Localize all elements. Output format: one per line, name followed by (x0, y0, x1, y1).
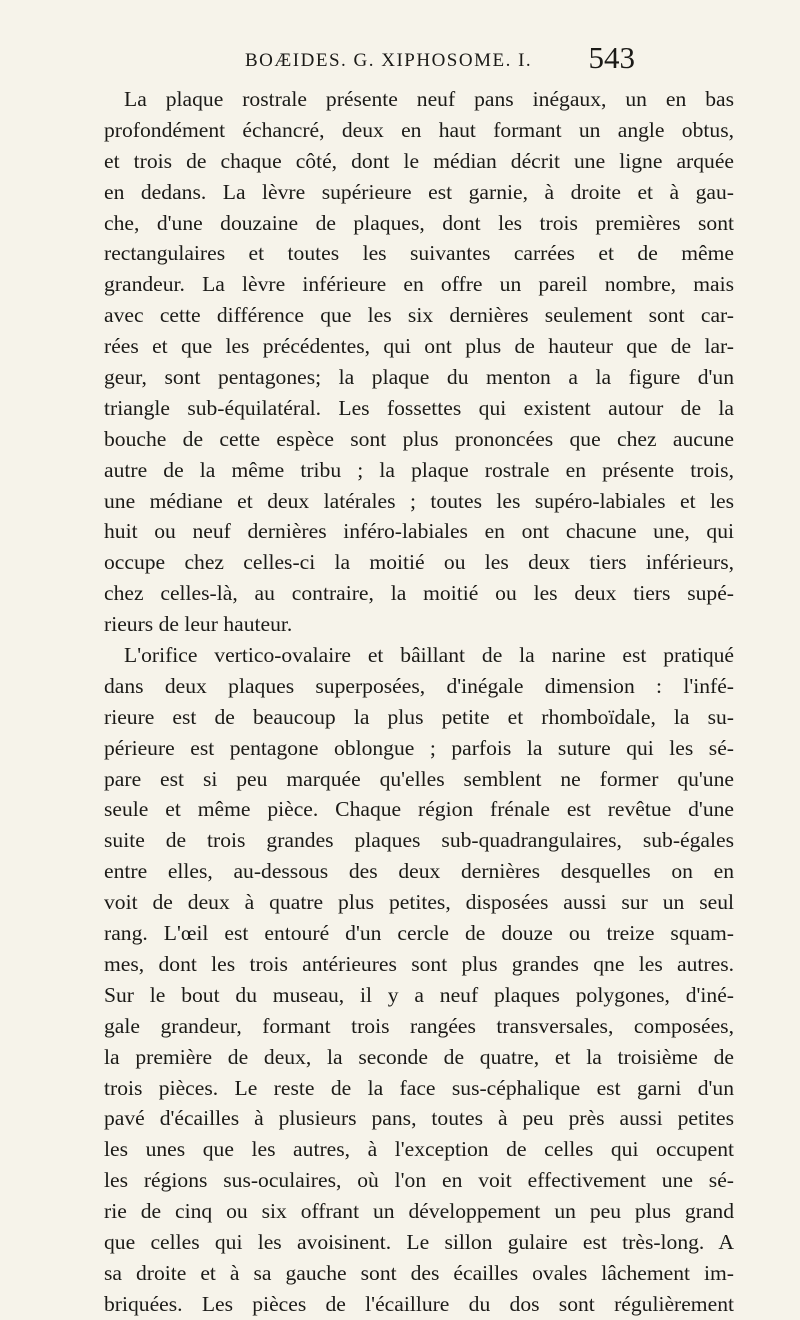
text-line: autre de la même tribu ; la plaque rostrale en présente trois, (104, 457, 734, 482)
text-line: bouche de cette espèce sont plus prononcées que chez aucune (104, 426, 734, 451)
body-text (104, 84, 734, 1320)
text-line: briquées. Les pièces de l'écaillure du dos sont régulièrement (104, 1291, 734, 1316)
text-line: chez celles-là, au contraire, la moitié ou les deux tiers supé- (104, 581, 734, 606)
text-line: que celles qui les avoisinent. Le sillon gulaire est très-long. A (104, 1229, 734, 1254)
text-line: pare est si peu marquée qu'elles semblent ne former qu'une (104, 766, 734, 791)
text-line: triangle sub-équilatéral. Les fossettes qui existent autour de la (104, 395, 734, 420)
text-line: occupe chez celles-ci la moitié ou les deux tiers inférieurs, (104, 550, 734, 575)
text-line: profondément échancré, deux en haut formant un angle obtus, (104, 117, 734, 142)
text-line: et trois de chaque côté, dont le médian décrit une ligne arquée (104, 148, 734, 173)
text-line: les régions sus-oculaires, où l'on en voit effectivement une sé- (104, 1168, 734, 1193)
text-line: une médiane et deux latérales ; toutes les supéro-labiales et les (104, 488, 734, 513)
text-line: entre elles, au-dessous des deux dernières desquelles on en (104, 859, 734, 884)
text-line: che, d'une douzaine de plaques, dont les trois premières sont (104, 210, 734, 235)
text-line: trois pièces. Le reste de la face sus-céphalique est garni d'un (104, 1075, 734, 1100)
text-line: périeure est pentagone oblongue ; parfois la suture qui les sé- (104, 735, 734, 760)
text-line: grandeur. La lèvre inférieure en offre un pareil nombre, mais (104, 272, 734, 297)
text-line: dans deux plaques superposées, d'inégale dimension : l'infé- (104, 673, 734, 698)
text-line: rang. L'œil est entouré d'un cercle de douze ou treize squam- (104, 921, 734, 946)
text-line: la première de deux, la seconde de quatre, et la troisième de (104, 1044, 734, 1069)
text-line: rieurs de leur hauteur. (104, 612, 293, 637)
text-line: sa droite et à sa gauche sont des écailles ovales lâchement im- (104, 1260, 734, 1285)
text-line: rieure est de beaucoup la plus petite et rhomboïdale, la su- (104, 704, 734, 729)
text-line: rées et que les précédentes, qui ont plus de hauteur que de lar- (104, 334, 734, 359)
text-line: pavé d'écailles à plusieurs pans, toutes à peu près aussi petites (104, 1106, 734, 1131)
running-title: BOÆIDES. G. XIPHOSOME. I. (245, 50, 533, 71)
text-line: voit de deux à quatre plus petites, disposées aussi sur un seul (104, 890, 734, 915)
text-line: mes, dont les trois antérieures sont plus grandes qne les autres. (104, 951, 734, 976)
text-line: les unes que les autres, à l'exception de celles qui occupent (104, 1137, 734, 1162)
text-line: suite de trois grandes plaques sub-quadrangulaires, sub-égales (104, 828, 734, 853)
text-line: La plaque rostrale présente neuf pans inégaux, un en bas (124, 87, 734, 111)
text-line: gale grandeur, formant trois rangées transversales, composées, (104, 1013, 734, 1038)
text-line: seule et même pièce. Chaque région frénale est revêtue d'une (104, 797, 734, 822)
text-line: avec cette différence que les six dernières seulement sont car- (104, 303, 734, 328)
text-line: Sur le bout du museau, il y a neuf plaques polygones, d'iné- (104, 982, 734, 1007)
running-head (245, 40, 635, 80)
text-line: rectangulaires et toutes les suivantes carrées et de même (104, 241, 734, 266)
text-line: L'orifice vertico-ovalaire et bâillant de la narine est pratiqué (124, 643, 734, 668)
text-line: geur, sont pentagones; la plaque du menton a la figure d'un (104, 365, 734, 390)
text-line: huit ou neuf dernières inféro-labiales en ont chacune une, qui (104, 519, 734, 544)
page-number: 543 (588, 40, 635, 75)
text-line: en dedans. La lèvre supérieure est garnie, à droite et à gau- (104, 179, 734, 204)
text-line: rie de cinq ou six offrant un développement un peu plus grand (104, 1199, 734, 1224)
